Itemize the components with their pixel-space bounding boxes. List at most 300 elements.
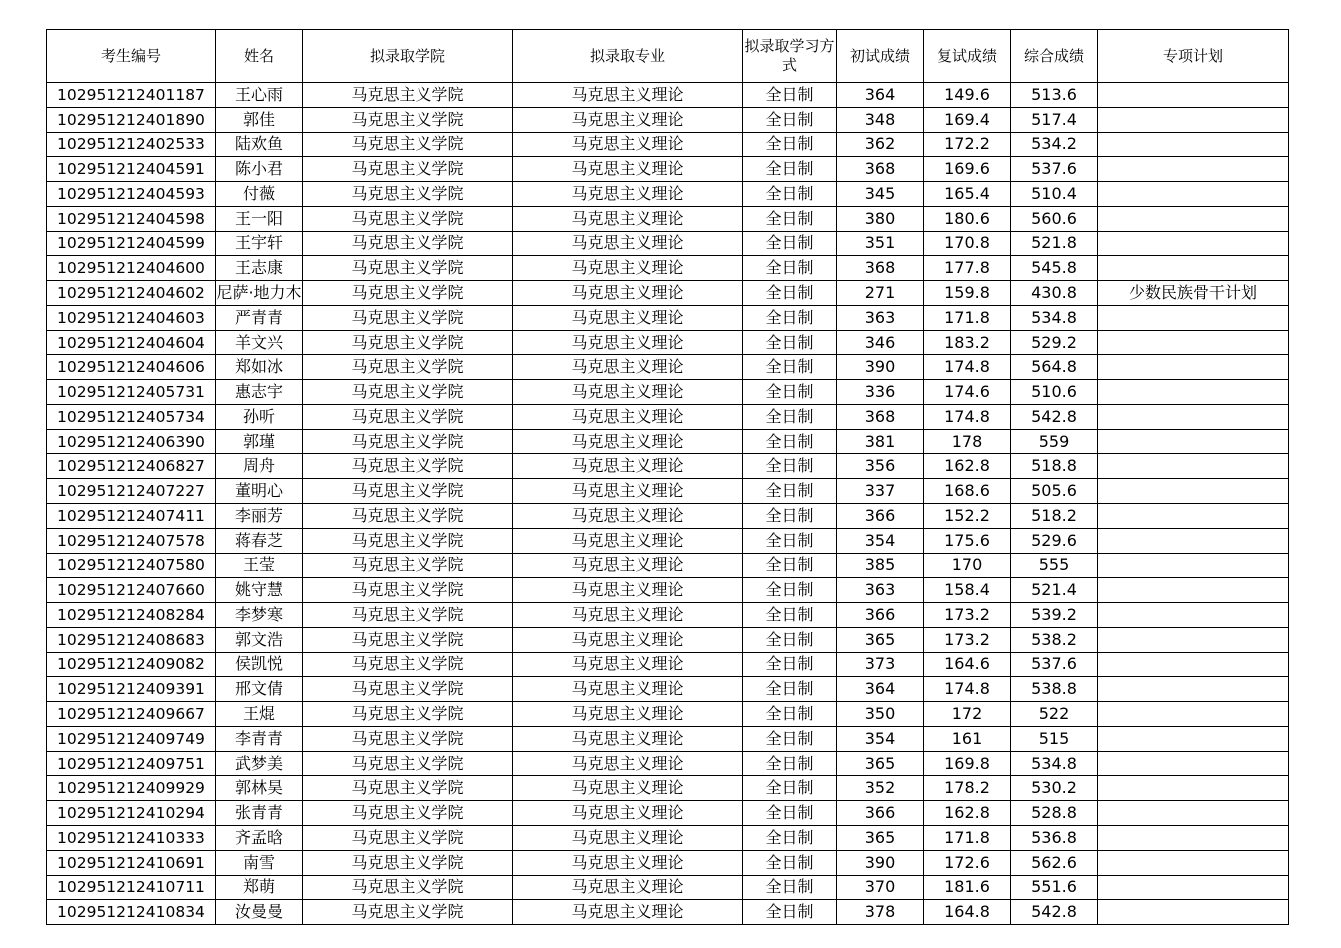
cell-candidate-id: 102951212407411 <box>47 504 216 529</box>
cell-initial-score: 271 <box>837 281 924 306</box>
cell-total-score: 539.2 <box>1011 603 1098 628</box>
table-row <box>47 231 1289 256</box>
cell-name: 蒋春芝 <box>216 528 303 553</box>
cell-name: 汝曼曼 <box>216 900 303 925</box>
cell-initial-score: 336 <box>837 380 924 405</box>
cell-name: 董明心 <box>216 479 303 504</box>
cell-candidate-id: 102951212409391 <box>47 677 216 702</box>
cell-total-score: 538.8 <box>1011 677 1098 702</box>
cell-total-score: 534.8 <box>1011 305 1098 330</box>
cell-college: 马克思主义学院 <box>303 305 513 330</box>
cell-retest-score: 169.8 <box>924 751 1011 776</box>
cell-major: 马克思主义理论 <box>513 256 743 281</box>
cell-candidate-id: 102951212405734 <box>47 404 216 429</box>
cell-special-plan <box>1098 429 1289 454</box>
cell-study-mode: 全日制 <box>743 454 837 479</box>
table-row <box>47 479 1289 504</box>
cell-major: 马克思主义理论 <box>513 454 743 479</box>
cell-candidate-id: 102951212409667 <box>47 702 216 727</box>
cell-major: 马克思主义理论 <box>513 231 743 256</box>
cell-candidate-id: 102951212409749 <box>47 726 216 751</box>
cell-retest-score: 174.6 <box>924 380 1011 405</box>
cell-major: 马克思主义理论 <box>513 801 743 826</box>
cell-special-plan <box>1098 875 1289 900</box>
cell-retest-score: 180.6 <box>924 206 1011 231</box>
cell-college: 马克思主义学院 <box>303 677 513 702</box>
cell-special-plan <box>1098 627 1289 652</box>
cell-name: 南雪 <box>216 850 303 875</box>
cell-name: 李青青 <box>216 726 303 751</box>
cell-initial-score: 351 <box>837 231 924 256</box>
cell-major: 马克思主义理论 <box>513 726 743 751</box>
cell-total-score: 536.8 <box>1011 825 1098 850</box>
table-row <box>47 281 1289 306</box>
cell-name: 王宇轩 <box>216 231 303 256</box>
cell-name: 郑萌 <box>216 875 303 900</box>
cell-name: 张青青 <box>216 801 303 826</box>
cell-total-score: 521.4 <box>1011 578 1098 603</box>
cell-retest-score: 168.6 <box>924 479 1011 504</box>
cell-college: 马克思主义学院 <box>303 603 513 628</box>
cell-candidate-id: 102951212404602 <box>47 281 216 306</box>
cell-major: 马克思主义理论 <box>513 206 743 231</box>
cell-study-mode: 全日制 <box>743 900 837 925</box>
cell-college: 马克思主义学院 <box>303 825 513 850</box>
cell-special-plan <box>1098 380 1289 405</box>
cell-name: 郑如冰 <box>216 355 303 380</box>
header-candidate-id: 考生编号 <box>47 30 216 83</box>
cell-initial-score: 366 <box>837 504 924 529</box>
table-row <box>47 677 1289 702</box>
cell-college: 马克思主义学院 <box>303 429 513 454</box>
table-row <box>47 528 1289 553</box>
table-row <box>47 726 1289 751</box>
table-row <box>47 504 1289 529</box>
admission-table <box>46 29 1289 925</box>
cell-study-mode: 全日制 <box>743 157 837 182</box>
cell-study-mode: 全日制 <box>743 652 837 677</box>
cell-name: 齐孟晗 <box>216 825 303 850</box>
cell-name: 侯凯悦 <box>216 652 303 677</box>
cell-retest-score: 164.6 <box>924 652 1011 677</box>
cell-candidate-id: 102951212404606 <box>47 355 216 380</box>
cell-total-score: 529.6 <box>1011 528 1098 553</box>
cell-major: 马克思主义理论 <box>513 850 743 875</box>
cell-candidate-id: 102951212405731 <box>47 380 216 405</box>
table-row <box>47 380 1289 405</box>
cell-name: 周舟 <box>216 454 303 479</box>
cell-total-score: 542.8 <box>1011 404 1098 429</box>
cell-retest-score: 169.4 <box>924 107 1011 132</box>
cell-retest-score: 178 <box>924 429 1011 454</box>
header-study-mode: 拟录取学习方式 <box>743 30 837 83</box>
cell-special-plan <box>1098 107 1289 132</box>
cell-retest-score: 149.6 <box>924 83 1011 108</box>
cell-study-mode: 全日制 <box>743 850 837 875</box>
cell-name: 严青青 <box>216 305 303 330</box>
cell-special-plan <box>1098 182 1289 207</box>
cell-initial-score: 368 <box>837 157 924 182</box>
cell-name: 尼萨·地力木 <box>216 281 303 306</box>
cell-college: 马克思主义学院 <box>303 553 513 578</box>
cell-initial-score: 350 <box>837 702 924 727</box>
header-special-plan: 专项计划 <box>1098 30 1289 83</box>
cell-major: 马克思主义理论 <box>513 504 743 529</box>
cell-initial-score: 385 <box>837 553 924 578</box>
cell-special-plan <box>1098 652 1289 677</box>
cell-college: 马克思主义学院 <box>303 726 513 751</box>
cell-total-score: 513.6 <box>1011 83 1098 108</box>
cell-total-score: 537.6 <box>1011 652 1098 677</box>
cell-college: 马克思主义学院 <box>303 702 513 727</box>
cell-college: 马克思主义学院 <box>303 627 513 652</box>
cell-special-plan <box>1098 553 1289 578</box>
cell-total-score: 515 <box>1011 726 1098 751</box>
cell-college: 马克思主义学院 <box>303 404 513 429</box>
cell-candidate-id: 102951212404603 <box>47 305 216 330</box>
cell-study-mode: 全日制 <box>743 875 837 900</box>
cell-total-score: 551.6 <box>1011 875 1098 900</box>
cell-name: 陈小君 <box>216 157 303 182</box>
cell-special-plan <box>1098 305 1289 330</box>
table-row <box>47 182 1289 207</box>
table-row <box>47 578 1289 603</box>
cell-total-score: 517.4 <box>1011 107 1098 132</box>
cell-total-score: 521.8 <box>1011 231 1098 256</box>
cell-college: 马克思主义学院 <box>303 157 513 182</box>
cell-special-plan <box>1098 157 1289 182</box>
table-row <box>47 157 1289 182</box>
cell-total-score: 559 <box>1011 429 1098 454</box>
cell-study-mode: 全日制 <box>743 206 837 231</box>
cell-study-mode: 全日制 <box>743 107 837 132</box>
cell-initial-score: 368 <box>837 256 924 281</box>
cell-candidate-id: 102951212404593 <box>47 182 216 207</box>
cell-total-score: 534.2 <box>1011 132 1098 157</box>
cell-initial-score: 363 <box>837 305 924 330</box>
cell-special-plan <box>1098 677 1289 702</box>
table-row <box>47 776 1289 801</box>
table-row <box>47 751 1289 776</box>
cell-candidate-id: 102951212409751 <box>47 751 216 776</box>
cell-college: 马克思主义学院 <box>303 801 513 826</box>
table-row <box>47 429 1289 454</box>
table-row <box>47 454 1289 479</box>
cell-initial-score: 337 <box>837 479 924 504</box>
cell-study-mode: 全日制 <box>743 702 837 727</box>
cell-candidate-id: 102951212401187 <box>47 83 216 108</box>
cell-major: 马克思主义理论 <box>513 132 743 157</box>
cell-initial-score: 370 <box>837 875 924 900</box>
cell-college: 马克思主义学院 <box>303 256 513 281</box>
cell-college: 马克思主义学院 <box>303 776 513 801</box>
cell-college: 马克思主义学院 <box>303 900 513 925</box>
cell-name: 付薇 <box>216 182 303 207</box>
cell-study-mode: 全日制 <box>743 305 837 330</box>
cell-college: 马克思主义学院 <box>303 107 513 132</box>
cell-name: 邢文倩 <box>216 677 303 702</box>
cell-total-score: 538.2 <box>1011 627 1098 652</box>
cell-special-plan <box>1098 504 1289 529</box>
cell-candidate-id: 102951212408284 <box>47 603 216 628</box>
cell-retest-score: 178.2 <box>924 776 1011 801</box>
table-row <box>47 305 1289 330</box>
header-total-score: 综合成绩 <box>1011 30 1098 83</box>
cell-retest-score: 161 <box>924 726 1011 751</box>
cell-retest-score: 158.4 <box>924 578 1011 603</box>
table-row <box>47 603 1289 628</box>
cell-special-plan <box>1098 454 1289 479</box>
cell-study-mode: 全日制 <box>743 776 837 801</box>
cell-candidate-id: 102951212407660 <box>47 578 216 603</box>
cell-initial-score: 348 <box>837 107 924 132</box>
cell-name: 孙听 <box>216 404 303 429</box>
cell-name: 羊文兴 <box>216 330 303 355</box>
cell-major: 马克思主义理论 <box>513 83 743 108</box>
cell-major: 马克思主义理论 <box>513 330 743 355</box>
table-row <box>47 627 1289 652</box>
cell-major: 马克思主义理论 <box>513 157 743 182</box>
cell-special-plan <box>1098 206 1289 231</box>
cell-candidate-id: 102951212408683 <box>47 627 216 652</box>
cell-retest-score: 172 <box>924 702 1011 727</box>
cell-total-score: 534.8 <box>1011 751 1098 776</box>
cell-initial-score: 346 <box>837 330 924 355</box>
table-row <box>47 107 1289 132</box>
cell-name: 郭文浩 <box>216 627 303 652</box>
cell-study-mode: 全日制 <box>743 256 837 281</box>
cell-major: 马克思主义理论 <box>513 702 743 727</box>
cell-college: 马克思主义学院 <box>303 330 513 355</box>
cell-college: 马克思主义学院 <box>303 850 513 875</box>
cell-candidate-id: 102951212407580 <box>47 553 216 578</box>
cell-study-mode: 全日制 <box>743 677 837 702</box>
cell-initial-score: 373 <box>837 652 924 677</box>
cell-total-score: 510.4 <box>1011 182 1098 207</box>
cell-initial-score: 365 <box>837 751 924 776</box>
cell-name: 郭瑾 <box>216 429 303 454</box>
cell-study-mode: 全日制 <box>743 479 837 504</box>
cell-college: 马克思主义学院 <box>303 479 513 504</box>
cell-study-mode: 全日制 <box>743 380 837 405</box>
cell-college: 马克思主义学院 <box>303 875 513 900</box>
cell-candidate-id: 102951212406390 <box>47 429 216 454</box>
cell-candidate-id: 102951212404598 <box>47 206 216 231</box>
cell-candidate-id: 102951212410834 <box>47 900 216 925</box>
cell-study-mode: 全日制 <box>743 281 837 306</box>
cell-name: 郭林昊 <box>216 776 303 801</box>
cell-major: 马克思主义理论 <box>513 652 743 677</box>
cell-initial-score: 362 <box>837 132 924 157</box>
cell-special-plan <box>1098 900 1289 925</box>
cell-study-mode: 全日制 <box>743 726 837 751</box>
table-row <box>47 256 1289 281</box>
cell-college: 马克思主义学院 <box>303 231 513 256</box>
cell-initial-score: 365 <box>837 627 924 652</box>
cell-study-mode: 全日制 <box>743 132 837 157</box>
cell-retest-score: 172.6 <box>924 850 1011 875</box>
cell-initial-score: 356 <box>837 454 924 479</box>
cell-candidate-id: 102951212409929 <box>47 776 216 801</box>
cell-retest-score: 181.6 <box>924 875 1011 900</box>
cell-candidate-id: 102951212404591 <box>47 157 216 182</box>
table-row <box>47 132 1289 157</box>
cell-special-plan <box>1098 850 1289 875</box>
cell-retest-score: 177.8 <box>924 256 1011 281</box>
cell-retest-score: 171.8 <box>924 825 1011 850</box>
cell-special-plan <box>1098 528 1289 553</box>
cell-total-score: 564.8 <box>1011 355 1098 380</box>
cell-major: 马克思主义理论 <box>513 404 743 429</box>
cell-major: 马克思主义理论 <box>513 751 743 776</box>
cell-study-mode: 全日制 <box>743 627 837 652</box>
cell-initial-score: 380 <box>837 206 924 231</box>
cell-college: 马克思主义学院 <box>303 83 513 108</box>
cell-retest-score: 152.2 <box>924 504 1011 529</box>
table-row <box>47 355 1289 380</box>
cell-name: 惠志宇 <box>216 380 303 405</box>
cell-candidate-id: 102951212406827 <box>47 454 216 479</box>
cell-retest-score: 159.8 <box>924 281 1011 306</box>
cell-candidate-id: 102951212401890 <box>47 107 216 132</box>
header-row <box>47 30 1289 83</box>
cell-total-score: 505.6 <box>1011 479 1098 504</box>
cell-retest-score: 173.2 <box>924 627 1011 652</box>
cell-major: 马克思主义理论 <box>513 776 743 801</box>
header-initial-score: 初试成绩 <box>837 30 924 83</box>
cell-name: 武梦美 <box>216 751 303 776</box>
cell-name: 王焜 <box>216 702 303 727</box>
cell-major: 马克思主义理论 <box>513 900 743 925</box>
cell-major: 马克思主义理论 <box>513 479 743 504</box>
cell-initial-score: 366 <box>837 801 924 826</box>
cell-study-mode: 全日制 <box>743 404 837 429</box>
cell-retest-score: 169.6 <box>924 157 1011 182</box>
cell-study-mode: 全日制 <box>743 182 837 207</box>
cell-candidate-id: 102951212404600 <box>47 256 216 281</box>
cell-study-mode: 全日制 <box>743 825 837 850</box>
cell-special-plan: 少数民族骨干计划 <box>1098 281 1289 306</box>
cell-name: 姚守慧 <box>216 578 303 603</box>
cell-total-score: 528.8 <box>1011 801 1098 826</box>
cell-initial-score: 354 <box>837 528 924 553</box>
cell-initial-score: 368 <box>837 404 924 429</box>
cell-college: 马克思主义学院 <box>303 578 513 603</box>
cell-retest-score: 174.8 <box>924 404 1011 429</box>
table-row <box>47 206 1289 231</box>
cell-special-plan <box>1098 751 1289 776</box>
cell-initial-score: 390 <box>837 355 924 380</box>
cell-retest-score: 164.8 <box>924 900 1011 925</box>
cell-study-mode: 全日制 <box>743 83 837 108</box>
cell-major: 马克思主义理论 <box>513 578 743 603</box>
cell-college: 马克思主义学院 <box>303 504 513 529</box>
cell-retest-score: 172.2 <box>924 132 1011 157</box>
cell-study-mode: 全日制 <box>743 355 837 380</box>
cell-candidate-id: 102951212410691 <box>47 850 216 875</box>
cell-total-score: 518.2 <box>1011 504 1098 529</box>
cell-candidate-id: 102951212404599 <box>47 231 216 256</box>
cell-total-score: 545.8 <box>1011 256 1098 281</box>
table-row <box>47 404 1289 429</box>
cell-retest-score: 170.8 <box>924 231 1011 256</box>
cell-initial-score: 363 <box>837 578 924 603</box>
cell-name: 王莹 <box>216 553 303 578</box>
cell-study-mode: 全日制 <box>743 330 837 355</box>
cell-major: 马克思主义理论 <box>513 627 743 652</box>
cell-college: 马克思主义学院 <box>303 182 513 207</box>
cell-college: 马克思主义学院 <box>303 454 513 479</box>
cell-total-score: 542.8 <box>1011 900 1098 925</box>
cell-college: 马克思主义学院 <box>303 206 513 231</box>
table-row <box>47 553 1289 578</box>
table-row <box>47 900 1289 925</box>
cell-special-plan <box>1098 825 1289 850</box>
cell-name: 李梦寒 <box>216 603 303 628</box>
cell-retest-score: 174.8 <box>924 355 1011 380</box>
cell-special-plan <box>1098 578 1289 603</box>
cell-retest-score: 173.2 <box>924 603 1011 628</box>
cell-retest-score: 171.8 <box>924 305 1011 330</box>
cell-initial-score: 352 <box>837 776 924 801</box>
table-row <box>47 825 1289 850</box>
cell-total-score: 555 <box>1011 553 1098 578</box>
cell-initial-score: 381 <box>837 429 924 454</box>
cell-candidate-id: 102951212402533 <box>47 132 216 157</box>
cell-total-score: 562.6 <box>1011 850 1098 875</box>
cell-study-mode: 全日制 <box>743 231 837 256</box>
cell-study-mode: 全日制 <box>743 553 837 578</box>
cell-initial-score: 366 <box>837 603 924 628</box>
cell-study-mode: 全日制 <box>743 801 837 826</box>
header-retest-score: 复试成绩 <box>924 30 1011 83</box>
cell-study-mode: 全日制 <box>743 504 837 529</box>
table-row <box>47 83 1289 108</box>
cell-special-plan <box>1098 702 1289 727</box>
cell-candidate-id: 102951212410711 <box>47 875 216 900</box>
cell-total-score: 430.8 <box>1011 281 1098 306</box>
cell-major: 马克思主义理论 <box>513 281 743 306</box>
header-name: 姓名 <box>216 30 303 83</box>
cell-major: 马克思主义理论 <box>513 107 743 132</box>
cell-name: 李丽芳 <box>216 504 303 529</box>
cell-special-plan <box>1098 479 1289 504</box>
cell-total-score: 560.6 <box>1011 206 1098 231</box>
cell-retest-score: 175.6 <box>924 528 1011 553</box>
cell-total-score: 522 <box>1011 702 1098 727</box>
cell-total-score: 510.6 <box>1011 380 1098 405</box>
cell-retest-score: 162.8 <box>924 454 1011 479</box>
header-college: 拟录取学院 <box>303 30 513 83</box>
header-major: 拟录取专业 <box>513 30 743 83</box>
cell-name: 王心雨 <box>216 83 303 108</box>
cell-study-mode: 全日制 <box>743 603 837 628</box>
cell-major: 马克思主义理论 <box>513 429 743 454</box>
cell-major: 马克思主义理论 <box>513 528 743 553</box>
cell-candidate-id: 102951212410333 <box>47 825 216 850</box>
cell-major: 马克思主义理论 <box>513 677 743 702</box>
cell-major: 马克思主义理论 <box>513 825 743 850</box>
cell-college: 马克思主义学院 <box>303 751 513 776</box>
cell-candidate-id: 102951212409082 <box>47 652 216 677</box>
cell-name: 王一阳 <box>216 206 303 231</box>
table-row <box>47 875 1289 900</box>
cell-special-plan <box>1098 355 1289 380</box>
cell-special-plan <box>1098 726 1289 751</box>
cell-major: 马克思主义理论 <box>513 875 743 900</box>
cell-college: 马克思主义学院 <box>303 355 513 380</box>
table-row <box>47 652 1289 677</box>
